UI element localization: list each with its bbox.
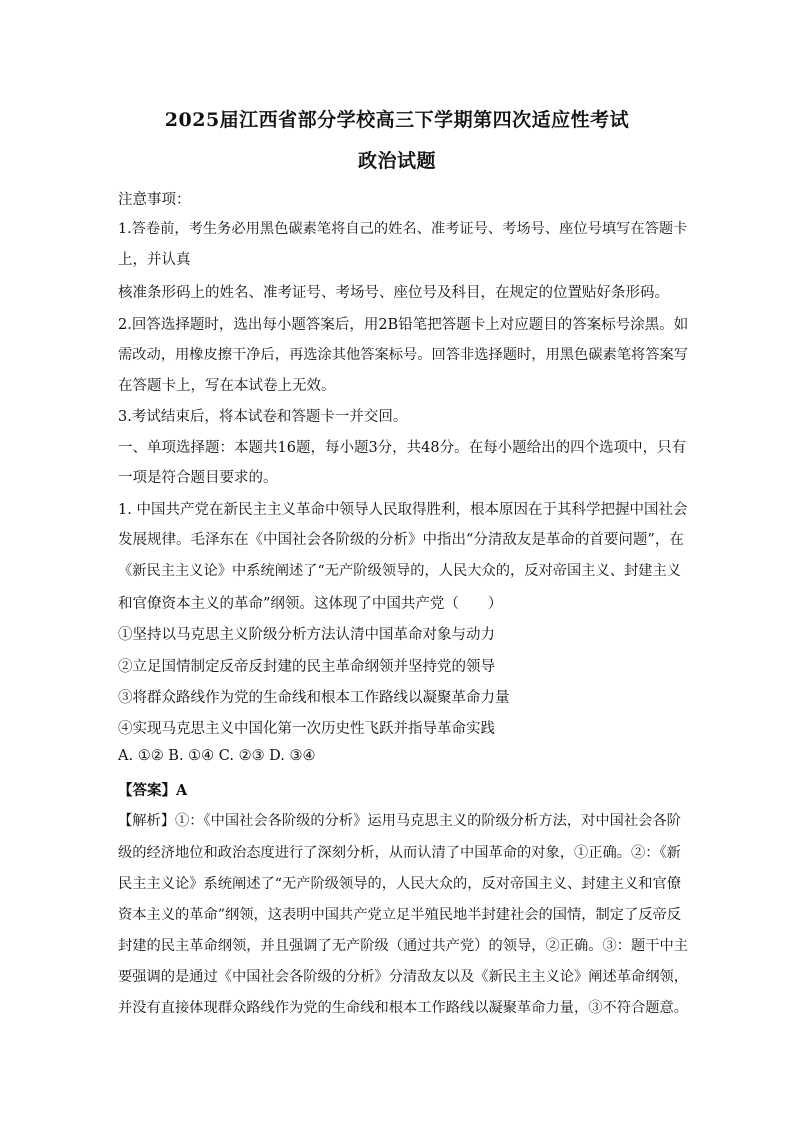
- analysis-line: 级的经济地位和政治态度进行了深刻分析，从而认清了中国革命的对象，①正确。②：《新: [118, 845, 681, 861]
- analysis-line: 要强调的是通过《中国社会各阶级的分析》分清敌友以及《新民主主义论》阐述革命纲领，: [118, 969, 688, 985]
- question-stem: 1. 中国共产党在新民主主义革命中领导人民取得胜利，根本原因在于其科学把握中国社会: [118, 502, 688, 518]
- notice-line: 需改动，用橡皮擦干净后，再选涂其他答案标号。回答非选择题时，用黑色碳素笔将答案写: [118, 347, 688, 363]
- analysis-line: 封建的民主革命纲领，并且强调了无产阶级（通过共产党）的领导，②正确。③：题干中主: [118, 938, 688, 954]
- notice-line: 上，并认真: [118, 252, 191, 268]
- question-option: ④实现马克思主义中国化第一次历史性飞跃并指导革命实践: [118, 721, 495, 737]
- notice-heading: 注意事项：: [118, 192, 191, 208]
- analysis-line: 民主主义论》系统阐述了“无产阶级领导的，人民大众的，反对帝国主义、封建主义和官僚: [118, 876, 682, 892]
- notice-line: 3.考试结束后，将本试卷和答题卡一并交回。: [118, 409, 408, 425]
- section-heading: 一、单项选择题：本题共16题，每小题3分，共48分。在每小题给出的四个选项中，只有: [118, 440, 687, 456]
- notice-line: 2.回答选择题时，选出每小题答案后，用2B铅笔把答题卡上对应题目的答案标号涂黑。如: [118, 317, 688, 333]
- analysis-line: 并没有直接体现群众路线作为党的生命线和根本工作路线以凝聚革命力量，③不符合题意。: [118, 1000, 688, 1016]
- question-stem: 和官僚资本主义的革命”纲领。这体现了中国共产党（ ）: [118, 596, 503, 612]
- question-option: ①坚持以马克思主义阶级分析方法认清中国革命对象与动力: [118, 627, 495, 643]
- analysis-line: 资本主义的革命”纲领，这表明中国共产党立足半殖民地半封建社会的国情，制定了反帝反: [118, 907, 682, 923]
- question-stem: 《新民主主义论》中系统阐述了“无产阶级领导的，人民大众的，反对帝国主义、封建主义: [118, 563, 682, 579]
- analysis-line: 【解析】①：《中国社会各阶级的分析》运用马克思主义的阶级分析方法，对中国社会各阶: [118, 813, 681, 829]
- answer-label: 【答案】A: [118, 782, 188, 799]
- section-heading: 一项是符合题目要求的。: [118, 470, 278, 486]
- exam-subtitle: 政治试题: [357, 150, 436, 172]
- question-option: ③将群众路线作为党的生命线和根本工作路线以凝聚革命力量: [118, 690, 510, 706]
- exam-title: 2025届江西省部分学校高三下学期第四次适应性考试: [164, 109, 630, 131]
- notice-line: 在答题卡上，写在本试卷上无效。: [118, 378, 336, 394]
- notice-line: 核准条形码上的姓名、准考证号、考场号、座位号及科目，在规定的位置贴好条形码。: [118, 285, 669, 301]
- notice-line: 1.答卷前，考生务必用黑色碳素笔将自己的姓名、准考证号、考场号、座位号填写在答题卡: [118, 221, 688, 237]
- answer-choices: A. ①② B. ①④ C. ②③ D. ③④: [118, 748, 316, 764]
- question-stem: 发展规律。毛泽东在《中国社会各阶级的分析》中指出“分清敌友是革命的首要问题”，在: [118, 532, 684, 548]
- question-option: ②立足国情制定反帝反封建的民主革命纲领并坚持党的领导: [118, 659, 495, 675]
